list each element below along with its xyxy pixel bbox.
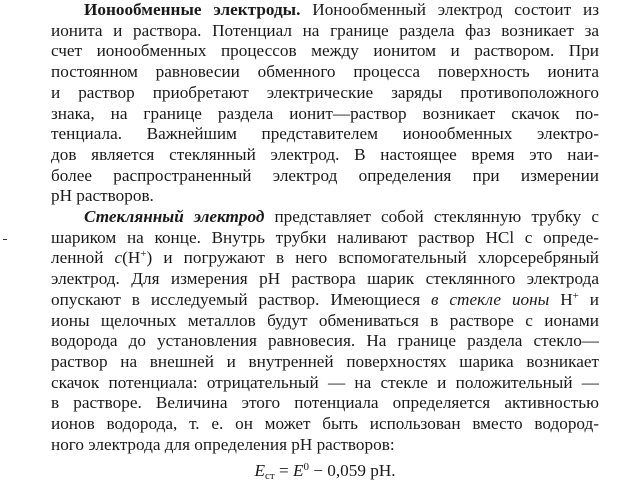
text-line: ного электрода для определения pH растворов: [51, 434, 395, 454]
paragraph-glass-electrode [51, 207, 599, 455]
text-line: и раствор приобретают электрические заряды противоположного [51, 82, 599, 102]
text-line: постоянном равновесии обменного процесса поверхность ионита [51, 62, 599, 82]
text-line: водорода до установления равновесия. На границе раздела стекло— [51, 331, 599, 351]
text-line: ионов водорода, т. е. он может быть использован вместо водород- [51, 414, 599, 434]
text-line: электрод. Для измерения pH раствора шарик стеклянного электрода [51, 269, 599, 289]
text-line: дов является стеклянный электрод. В настоящее время это наи- [51, 144, 599, 164]
section-heading: Стеклянный электрод [84, 207, 265, 227]
text-line: тенциала. Важнейшим представителем ионообменных электро- [51, 124, 599, 144]
text-line: скачок потенциала: отрицательный — на стекле и положительный — [51, 372, 599, 392]
text-line: шариком на конце. Внутрь трубки наливают раствор HCl с опреде- [51, 227, 599, 247]
text-line: в растворе. Величина этого потенциала определяется активностью [51, 393, 599, 413]
section-heading: Ионообменные электроды. [84, 0, 301, 19]
text-line: счет ионообменных процессов между ионитом и раствором. При [51, 41, 599, 61]
margin-mark [3, 239, 7, 240]
document-page [51, 0, 599, 481]
text-line: pH растворов. [51, 186, 154, 206]
paragraph-ion-exchange-electrodes [51, 0, 599, 207]
text-line: ленной c(H+) и погружают в него вспомогательный хлорсеребряный [51, 248, 599, 268]
text-line: опускают в исследуемый раствор. Имеющиеся в стекле ионы H+ и [51, 289, 599, 309]
text-line: раствор на внешней и внутренней поверхностях шарика возникает [51, 351, 599, 371]
glass-electrode-formula: $E_{ст} = E^0 - 0,059$ pH. [254, 461, 396, 483]
text-line: ионита и раствора. Потенциал на границе раздела фаз возникает за [51, 20, 599, 40]
text-line: ионы щелочных металлов будут обмениваться в растворе с ионами [51, 310, 599, 330]
text-line: знака, на границе раздела ионит—раствор возникает скачок по- [51, 103, 599, 123]
text-line: более распространенный электрод определения при измерении [51, 165, 599, 185]
text-line: Стеклянный электрод представляет собой стеклянную трубку с [84, 207, 599, 227]
text-line: Ионообменные электроды. Ионообменный электрод состоит из [84, 0, 599, 19]
